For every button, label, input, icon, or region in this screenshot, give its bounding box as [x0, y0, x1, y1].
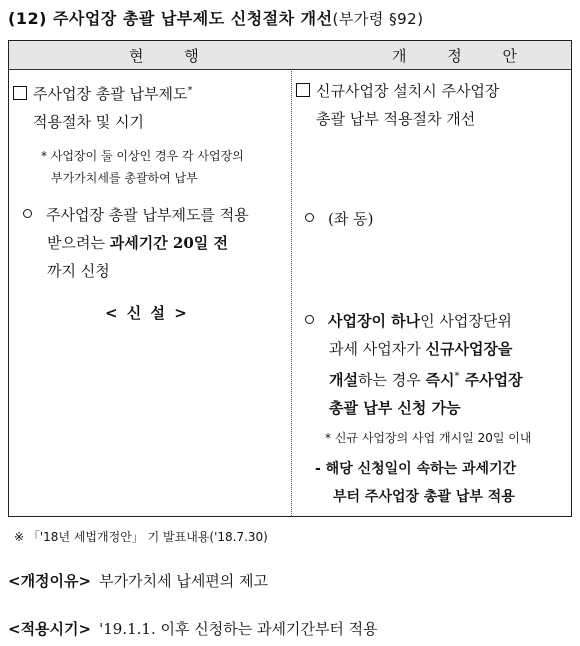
effective-label: <적용시기>	[8, 620, 92, 638]
revised-item-title-line2: 총괄 납부 적용절차 개선	[316, 110, 476, 128]
current-item-title: 주사업장 총괄 납부제도* 적용절차 및 시기	[13, 77, 289, 136]
current-bullet: 주사업장 총괄 납부제도를 적용 받으려는 과세기간 20일 전 까지 신청	[23, 201, 293, 285]
checkbox-square-icon	[296, 83, 310, 97]
checkbox-square-icon	[13, 86, 27, 100]
circle-bullet-icon	[305, 213, 314, 222]
effective-section	[8, 618, 378, 639]
circle-bullet-icon	[305, 315, 314, 324]
section-title	[8, 6, 424, 29]
current-note: * 사업장이 둘 이상인 경우 각 사업장의 부가가치세를 총괄하여 납부	[41, 149, 244, 185]
revised-note: * 신규 사업장의 사업 개시일 20일 이내	[325, 431, 532, 445]
reason-section	[8, 570, 268, 591]
header-current: 현 행	[129, 47, 217, 65]
effective-text: '19.1.1. 이후 신청하는 과세기간부터 적용	[99, 620, 378, 638]
revised-bullet: 사업장이 하나인 사업장단위 과세 사업자가 신규사업장을 개설하는 경우 즉시* 주사업장 총괄 납부 신청 가능	[305, 307, 571, 422]
revised-dash-item: - 해당 신청일이 속하는 과세기간 부터 주사업장 총괄 납부 적용	[315, 461, 517, 505]
current-new-marker: < 신 설 >	[105, 304, 189, 322]
footnote: ※ 「'18년 세법개정안」 기 발표내용('18.7.30)	[14, 530, 268, 544]
revised-same: (좌 동)	[305, 205, 373, 233]
reason-text: 부가가치세 납세편의 제고	[99, 572, 269, 590]
reason-label: <개정이유>	[8, 572, 92, 590]
title-legal-reference: (부가령 §92)	[332, 10, 424, 28]
comparison-table	[8, 40, 572, 517]
table-header	[9, 41, 571, 70]
title-main: (12) 주사업장 총괄 납부제도 신청절차 개선	[8, 9, 333, 28]
current-item-title-line2: 적용절차 및 시기	[33, 113, 144, 131]
circle-bullet-icon	[23, 209, 32, 218]
revised-item-title: 신규사업장 설치시 주사업장 총괄 납부 적용절차 개선	[296, 77, 572, 133]
header-revised: 개 정 안	[392, 47, 536, 65]
